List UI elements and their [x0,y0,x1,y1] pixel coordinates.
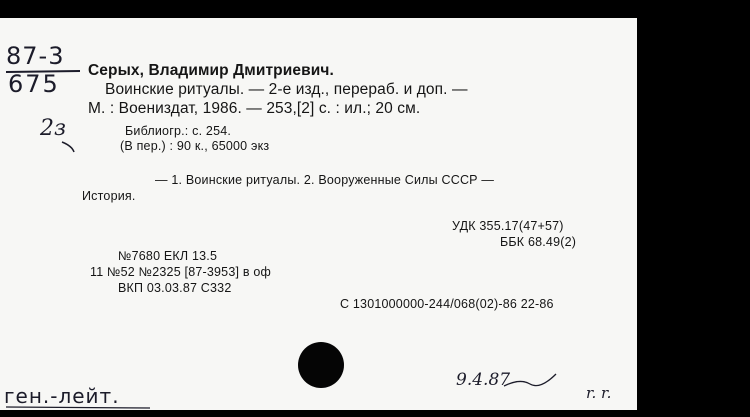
subjects-line-1: — 1. Воинские ритуалы. 2. Вооруженные Силы СССР — [155,173,495,187]
subjects-line-2: История. [82,189,136,203]
handwritten-rank-note: ген.-лейт. [4,384,120,408]
author-heading: Серых, Владимир Дмитриевич. [88,62,334,79]
punch-hole [298,342,344,388]
order-line-2: 11 №52 №2325 [87-3953] в оф [90,265,271,279]
order-line-1: №7680 ЕКЛ 13.5 [118,249,218,263]
rank-note-underline [4,404,154,410]
handwritten-shelf-code-bottom: 675 [8,70,60,98]
date-flourish [500,368,560,392]
udk-code: УДК 355.17(47+57) [452,219,564,233]
handwritten-mark-tail [60,140,80,154]
catalog-code: С 1301000000-244/068(02)-86 22-86 [340,297,554,311]
price-line: (В пер.) : 90 к., 65000 экз [120,139,270,153]
handwritten-initials: r. r. [586,384,612,402]
handwritten-shelf-code-top: 87-3 [6,42,65,70]
handwritten-date: 9.4.87 [456,370,511,390]
catalog-card [0,18,637,410]
handwritten-mark: 2з [40,116,66,141]
bbk-code: ББК 68.49(2) [500,235,577,249]
bibliography-note: Библиогр.: с. 254. [125,124,232,138]
title-line: Воинские ритуалы. — 2-е изд., перераб. и доп. — [105,81,468,98]
order-line-3: ВКП 03.03.87 С332 [118,281,232,295]
imprint-line: М. : Воениздат, 1986. — 253,[2] с. : ил.; 20 см. [88,100,421,117]
